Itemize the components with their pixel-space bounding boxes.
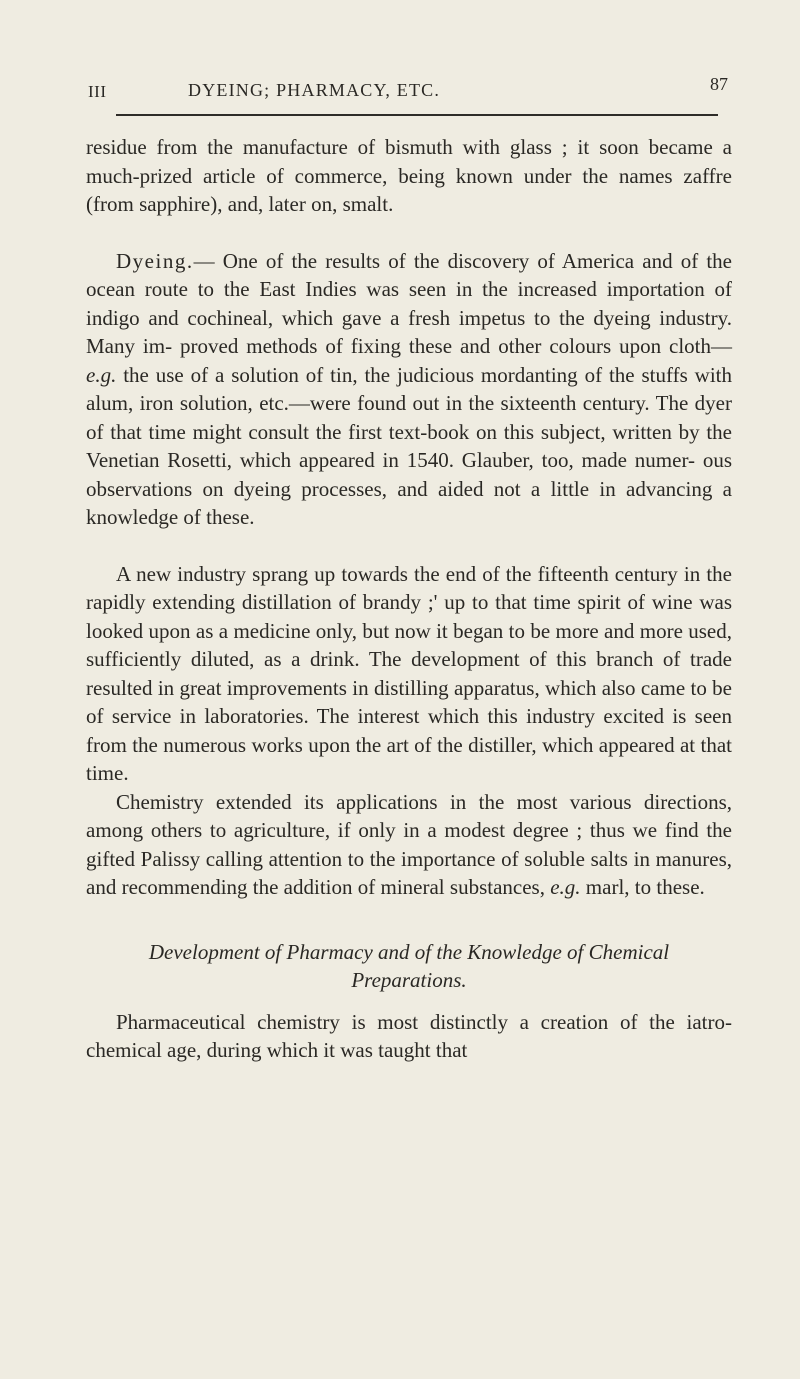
running-title: DYEING; PHARMACY, ETC. bbox=[188, 80, 441, 100]
paragraph-text: A new industry sprang up towards the end of the fifteenth century in the rapidly extending distillation of brandy ;' up to that time spirit of wine was looked upon as a medicine only, but now it began to be more and more used, sufficiently diluted, as a drink. The development of this branch of trade resulted in great improvements in distilling apparatus, which also came to be of service in laboratories. The interest which this industry excited is seen from the numerous works upon the art of the distiller, which appeared at that time. bbox=[86, 561, 732, 785]
chapter-number: III bbox=[88, 82, 107, 101]
paragraph-text: Pharmaceutical chemistry is most distinctly a creation of the iatro-chemical age, during which it was taught that bbox=[86, 1009, 732, 1062]
page-number: 87 bbox=[710, 74, 728, 94]
abbreviation: e.g. bbox=[550, 875, 581, 899]
abbreviation: e.g. bbox=[86, 362, 117, 387]
paragraph-text: — One of the results of the discovery of America and of the ocean route to the East Indies was seen in the increased importation of indigo and cochineal, which gave a fresh impetus to the dyeing industry. Many im- proved methods of fixing these and other colours upon cloth— bbox=[86, 248, 732, 358]
paragraph-text: Chemistry extended its applications in the most various directions, among others to agriculture, if only in a modest degree ; thus we find the gifted Palissy calling attention to the importance of soluble salts in manures, and recommending the addition of mineral substances, bbox=[86, 789, 732, 899]
header-rule bbox=[116, 114, 718, 116]
paragraph-agriculture bbox=[86, 788, 732, 902]
paragraph-distillation bbox=[86, 560, 732, 788]
paragraph-text: residue from the manufacture of bismuth with glass ; it soon became a much-prized article of commerce, being known under the names zaffre (from sapphire), and, later on, smalt. bbox=[86, 135, 732, 216]
paragraph-text: marl, to these. bbox=[580, 875, 705, 899]
section-subheading: Development of Pharmacy and of the Knowledge of Chemical Preparations. bbox=[148, 939, 670, 992]
paragraph-continuation bbox=[86, 133, 732, 219]
body-text bbox=[86, 133, 732, 1065]
running-header bbox=[88, 74, 728, 114]
paragraph-pharmacy bbox=[86, 1008, 732, 1065]
paragraph-dyeing bbox=[86, 247, 732, 532]
paragraph-text: the use of a solution of tin, the judicious mordanting of the stuffs with alum, iron solution, etc.—were found out in the sixteenth century. The dyer of that time might consult the first text-book on this subject, written by the Venetian Rosetti, which appeared in 1540. Glauber, too, made numer- ous observations on dyeing processes, and aided not a little in advancing a knowledge of these. bbox=[86, 362, 732, 529]
paragraph-lead: Dyeing. bbox=[116, 248, 194, 273]
